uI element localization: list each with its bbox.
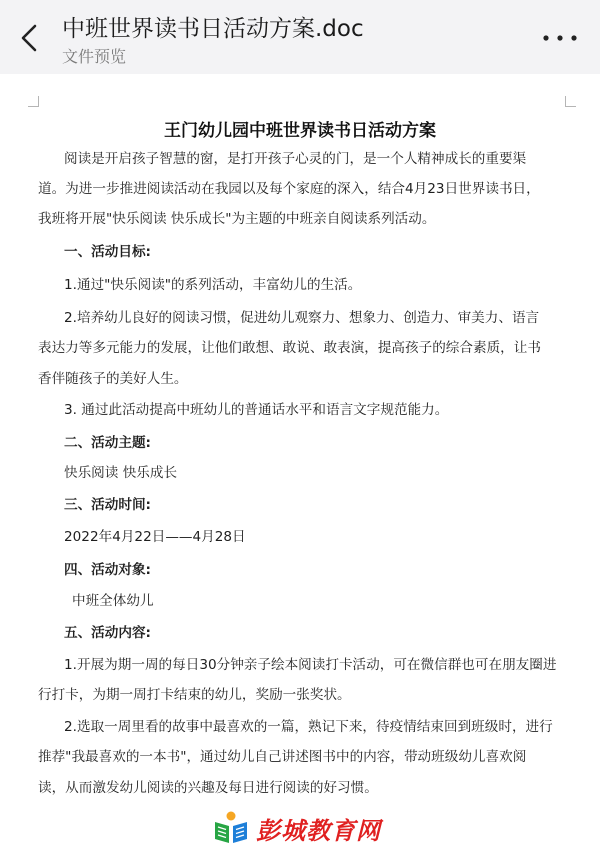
section-content: 快乐阅读 快乐成长 bbox=[64, 465, 178, 481]
book-logo-icon bbox=[212, 810, 250, 846]
file-title: 中班世界读书日活动方案.doc bbox=[62, 16, 364, 42]
paragraph-line: 道。为进一步推进阅读活动在我园以及每个家庭的深入，结合4月23日世界读书日， bbox=[38, 181, 540, 197]
site-logo bbox=[212, 806, 381, 850]
section-content: 2022年4月22日——4月28日 bbox=[64, 529, 246, 545]
page-corner-mark bbox=[28, 96, 39, 107]
section-heading: 四、活动对象: bbox=[64, 562, 151, 578]
list-item: 香伴随孩子的美好人生。 bbox=[38, 371, 188, 387]
section-heading: 三、活动时间: bbox=[64, 497, 151, 513]
logo-text: 彭城教育网 bbox=[256, 816, 381, 845]
section-content: 中班全体幼儿 bbox=[72, 593, 154, 609]
list-item: 读，从而激发幼儿阅读的兴趣及每日进行阅读的好习惯。 bbox=[38, 780, 378, 796]
list-item: 表达力等多元能力的发展，让他们敢想、敢说、敢表演，提高孩子的综合素质，让书 bbox=[38, 340, 541, 356]
list-item: 2.培养幼儿良好的阅读习惯，促进幼儿观察力、想象力、创造力、审美力、语言 bbox=[64, 310, 540, 326]
section-heading: 一、活动目标: bbox=[64, 244, 151, 260]
chevron-left-icon bbox=[20, 23, 38, 53]
more-button[interactable] bbox=[538, 22, 582, 54]
list-item: 2.选取一周里看的故事中最喜欢的一篇，熟记下来，待疫情结束回到班级时，进行 bbox=[64, 719, 553, 735]
paragraph-line: 阅读是开启孩子智慧的窗，是打开孩子心灵的门，是一个人精神成长的重要渠 bbox=[64, 151, 527, 167]
list-item: 3. 通过此活动提高中班幼儿的普通话水平和语言文字规范能力。 bbox=[64, 402, 449, 418]
list-item: 行打卡，为期一周打卡结束的幼儿，奖励一张奖状。 bbox=[38, 687, 351, 703]
paragraph-line: 我班将开展"快乐阅读 快乐成长"为主题的中班亲自阅读系列活动。 bbox=[38, 211, 436, 227]
file-preview-label: 文件预览 bbox=[62, 47, 127, 66]
list-item: 推荐"我最喜欢的一本书"，通过幼儿自己讲述图书中的内容，带动班级幼儿喜欢阅 bbox=[38, 749, 527, 765]
app-header bbox=[0, 0, 600, 74]
section-heading: 二、活动主题: bbox=[64, 435, 151, 451]
page-corner-mark bbox=[565, 96, 576, 107]
back-button[interactable] bbox=[14, 20, 44, 56]
list-item: 1.通过"快乐阅读"的系列活动，丰富幼儿的生活。 bbox=[64, 277, 362, 293]
more-dots-icon bbox=[540, 33, 580, 43]
document-title: 王门幼儿园中班世界读书日活动方案 bbox=[164, 121, 436, 141]
section-heading: 五、活动内容: bbox=[64, 625, 151, 641]
list-item: 1.开展为期一周的每日30分钟亲子绘本阅读打卡活动，可在微信群也可在朋友圈进 bbox=[64, 657, 557, 673]
